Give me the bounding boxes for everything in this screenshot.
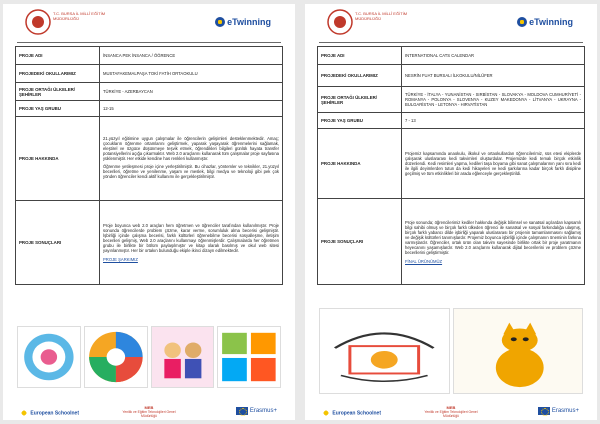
meb-logo-icon: [325, 7, 355, 37]
row-value: MUSTAFAKEMALPAŞA TOKİ FATİH ORTAOKULU: [100, 65, 283, 83]
row-value: 7 - 13: [402, 113, 585, 129]
about-paragraph-1: Projemiz kapsamında anaokulu, ilkokul ve ortaokullardan öğrencilerimiz, süs etesi ekiplerde çalışarak uluslararası kedi takvimleri oluşturdular. Projemizde kedi temalı birçok etkinlik düzenlendi. Kedi resimleri yapma, kedileri taşa boyama gibi sanat çalışmalarının yanı sıra kedi ile ilgili deyimlerden tutun da kedi hikayeleri ve kedi şarkılarına kadar birçok farklı disipline geçilmiş ve tüm etkinlikleri bir arada eğlenceyle gerçekleştirildi.: [405, 151, 581, 176]
european-schoolnet-logo: [19, 410, 79, 416]
meb-text: T.C. BURSA İL MİLLÎ EĞİTİM MÜDÜRLÜĞÜ: [53, 11, 106, 21]
schoolnet-dots-icon: [19, 410, 29, 416]
schoolnet-label: European Schoolnet: [30, 410, 80, 416]
row-value: INTERNATIONAL CATS CALENDAR: [402, 47, 585, 65]
project-info-table: [317, 46, 585, 285]
about-label: PROJE HAKKINDA: [16, 117, 100, 201]
erasmus-logo: [538, 407, 579, 415]
cat-drawing-image: [453, 308, 584, 394]
about-value: [402, 129, 585, 199]
meb-footer-logo: [119, 406, 179, 418]
etwinning-stars-icon: [215, 17, 225, 27]
calendar-logo-image: [319, 308, 450, 394]
project-song-link[interactable]: PROJE ŞARKIMIZ: [103, 257, 138, 262]
collage-image: [217, 326, 281, 388]
results-value: [100, 201, 283, 285]
meb-footer-logo: [421, 406, 481, 418]
page-right: [305, 4, 597, 420]
meb-footer-title: MEB: [446, 405, 456, 410]
row-label: PROJE ORTAĞI ÜLKELER/ŞEHİRLER: [16, 83, 100, 101]
erasmus-logo: [236, 407, 277, 415]
row-value: 12-15: [100, 101, 283, 117]
etwinning-stars-icon: [517, 17, 527, 27]
meb-logo-icon: [23, 7, 53, 37]
page-left: [3, 4, 295, 420]
photo-strip: [319, 308, 583, 394]
circle-chart-image: [84, 326, 148, 388]
page-footer: [305, 398, 597, 420]
row-label: PROJEDEKİ OKULLARIMIZ: [16, 65, 100, 83]
meb-footer-subtitle: Yenilik ve Eğitim Teknolojileri Genel Müdürlüğü: [424, 410, 478, 418]
schoolnet-dots-icon: [321, 410, 331, 416]
row-label: PROJE ORTAĞI ÜLKELER/ŞEHİRLER: [318, 87, 402, 113]
row-value: TÜRKİYE - İTALYA - YUNANİSTAN - SIRBİSTAN - SLOVAKYA - MOLDOVA CUMHURİYETİ - ROMANYA - POLONYA - SLOVENYA - KUZEY MAKEDONYA - LİTVANYA - UKRAYNA - BULGARİSTAN - LETONYA - HIRVATİSTAN: [402, 87, 585, 113]
row-label: PROJE ADI: [16, 47, 100, 65]
schoolnet-label: European Schoolnet: [332, 410, 382, 416]
header-divider: [17, 42, 281, 43]
header-divider: [319, 42, 583, 43]
results-paragraph: Proje sonunda; öğrencilerimiz kediler hakkında değişik bilimsel ve sanatsal açılardan kapsamlı bilgi sahibi olmuş ve birçok farklı ülkeden öğrenci ile sanatsal ve sosyal farkındalığa ulaşmış, birçok farklı yabancı dilde işbirliği yaparak uluslararası bir projenin tamamlanmasını sağlamış ve değişik kültürleri tanımışlardır. Projemiz boyunca işbirliği içinde çalışmanın öneminin farkına varmışlardır. Öğrenciler, ortak ürün olan takvim sayesinde birlikte ortak bir proje yaratmanın heyecanını yaşamışlardır. Web 2.0 araçlarını kullanarak dijital becerilerini ve problem çözme becerilerini geliştirmiştir.: [405, 219, 581, 255]
meb-footer-title: MEB: [144, 405, 154, 410]
meb-footer-subtitle: Yenilik ve Eğitim Teknolojileri Genel Müdürlüğü: [122, 410, 176, 418]
project-info-table: [15, 46, 283, 285]
row-value: NESRİN FUAT BURSALI İLKOKULU/NİLÜFER: [402, 65, 585, 87]
erasmus-label: Erasmus+: [249, 408, 277, 414]
erasmus-label: Erasmus+: [551, 408, 579, 414]
european-schoolnet-logo: [321, 410, 381, 416]
row-label: PROJE YAŞ GRUBU: [318, 113, 402, 129]
page-header: [305, 4, 597, 42]
results-label: PROJE SONUÇLARI: [16, 201, 100, 285]
eu-flag-icon: [236, 407, 248, 415]
project-logo-image: [17, 326, 81, 388]
etwinning-logo: [215, 17, 271, 27]
results-value: [402, 199, 585, 285]
photo-strip: [17, 326, 281, 388]
page-header: [3, 4, 295, 42]
results-label: PROJE SONUÇLARI: [318, 199, 402, 285]
final-product-link[interactable]: FİNAL ÜRÜNÜMÜZ: [405, 258, 443, 264]
etwinning-label: eTwinning: [227, 17, 271, 27]
row-label: PROJEDEKİ OKULLARIMIZ: [318, 65, 402, 87]
about-paragraph-1: 21.yüzyıl eğitimine uygun çalışmalar ile öğrencilerin gelişimleri desteklenmektedir. Amaç; çocukların öğrenme ortamlarını geliştirmek, yaparak yaşayarak öğrenmelerini sağlamak, eleştirel ve özgüce düşünmeye teşvik etmek, öğrendikleri bilgileri günlük hayata transfer potansiyellerini açığa çıkarmaktır. Web 2.0 araçlarını kullanarak tüm çalışmalar proje sayfasına yüklenmiştir. Her etkide kendine has renkleri kullanmıştır.: [103, 135, 279, 161]
meb-text: T.C. BURSA İL MİLLÎ EĞİTİM MÜDÜRLÜĞÜ: [355, 11, 408, 21]
row-label: PROJE ADI: [318, 47, 402, 65]
eu-flag-icon: [538, 407, 550, 415]
students-image: [151, 326, 215, 388]
etwinning-label: eTwinning: [529, 17, 573, 27]
page-footer: [3, 398, 295, 420]
about-paragraph-2: Öğrenme yetileşmesi proje içine yerleştirilmiştir. Bu cihazlar, yöntemler ve teknikler, 21.yüzyıl becerileri, öğretme ve yenilenme, yaşam ve meslek, bilgi medya ve teknoloji gibi pek çok yönden öğrenciler kendi aktif kullanımı ile gerçekleştirilmiştir.: [103, 163, 279, 179]
about-label: PROJE HAKKINDA: [318, 129, 402, 199]
row-value: TÜRKİYE - AZERBAYCAN: [100, 83, 283, 101]
row-value: İNSANCA PEK İNSANCA / ÖĞRENCE: [100, 47, 283, 65]
results-paragraph: Proje boyunca web 2.0 araçları hem öğretmen ve öğrenciler tarafından kullanılmıştır. Proje sonunda öğrencilerde problem çözme, karar verme, sorumluluk alma becerisi gelişmiştir. İşbirliği içinde çalışma becerisi, farklı kültürleri öğrenebilme becerisi sosyalleşme, iletişim becerileri gelişmiş, Web 2.0 araçlarını kullanmayı öğrenmişlerdir. Çalışmalarda her öğretmen grubu ile birlikte bir bölüm paylaşılmıştır ve kitap olarak basılmış ve okul web sitesi yayınlanmıştır. Her bir ortakın bulunduğu ekiple ikinci dizayn edilmektedir.: [103, 223, 279, 253]
about-value: [100, 117, 283, 201]
etwinning-logo: [517, 17, 573, 27]
row-label: PROJE YAŞ GRUBU: [16, 101, 100, 117]
